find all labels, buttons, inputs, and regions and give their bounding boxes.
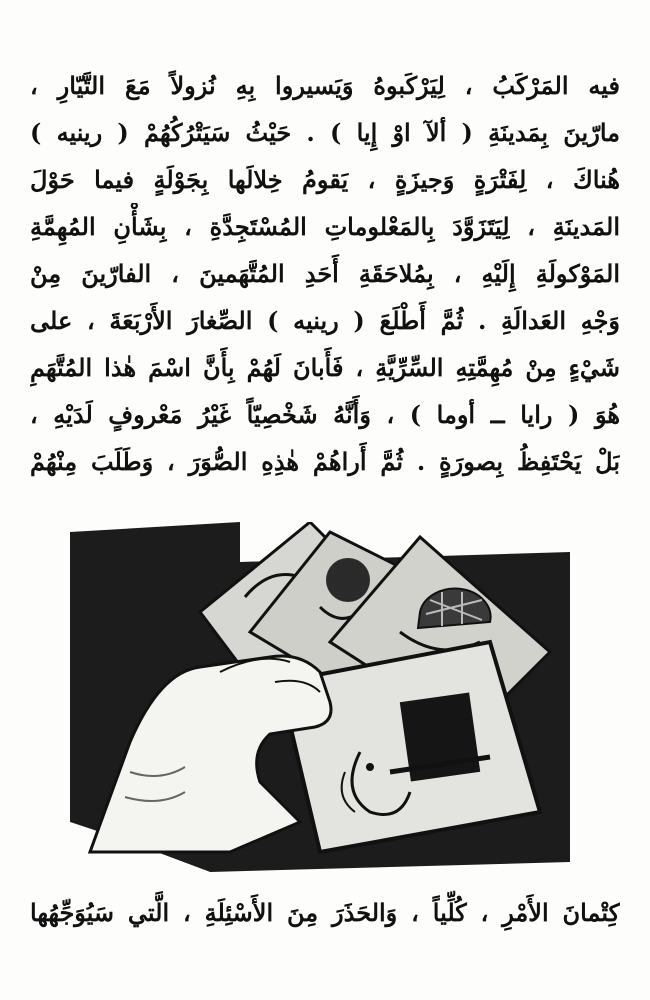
text-line-6: وَجْهِ العَدالَةِ . ثُمَّ أَطْلَعَ ( رينيه ) الصِّغارَ الأَرْبَعَةَ ، على (30, 306, 620, 335)
body-text (30, 62, 620, 485)
text-line-7: شَيْءٍ مِنْ مُهِمَّتِهِ السِّرِّيَّةِ ، فَأَبانَ لَهُمْ بِأَنَّ اسْمَ هٰذا المُتَّهَمِ (30, 353, 620, 382)
bottom-text-line: كِتْمانَ الأَمْرِ ، كُلِّياً ، وَالحَذَرَ مِنَ الأَسْئِلَةِ ، الَّتي سَيُوَجِّهُها (30, 898, 620, 927)
text-line-8: هُوَ ( رايا ــ أوما ) ، وَأَنَّهُ شَخْصِيّاً غَيْرُ مَعْروفٍ لَدَيْهِ ، (30, 400, 620, 429)
text-line-1: فيه المَرْكَبُ ، لِيَرْكَبوهُ وَيَسيروا بِهِ نُزولاً مَعَ التَّيّارِ ، (30, 71, 620, 100)
hand-holding-photos-illustration (70, 522, 570, 872)
text-line-3: هُناكَ ، لِفَتْرَةٍ وَجيزَةٍ ، يَقومُ خِلالَها بِجَوْلَةٍ فيما حَوْلَ (30, 165, 620, 194)
text-line-5: المَوْكولَةِ إِلَيْهِ ، بِمُلاحَقَةِ أَحَدِ المُتَّهَمينَ ، الفارّينَ مِنْ (30, 259, 620, 288)
text-line-2: مارّينَ بِمَدينَةِ ( ألآ اوْ إِيا ) . حَيْثُ سَيَتْرُكُهُمْ ( رينيه ) (30, 118, 620, 147)
text-line-9: بَلْ يَحْتَفِظُ بِصورَةٍ . ثُمَّ أَراهُمْ هٰذِهِ الصُّوَرَ ، وَطَلَبَ مِنْهُمْ (30, 447, 620, 476)
text-line-4: المَدينَةِ ، لِيَتَزَوَّدَ بِالمَعْلوماتِ المُسْتَجِدَّةِ ، بِشَأْنِ المُهِمَّةِ (30, 212, 620, 241)
